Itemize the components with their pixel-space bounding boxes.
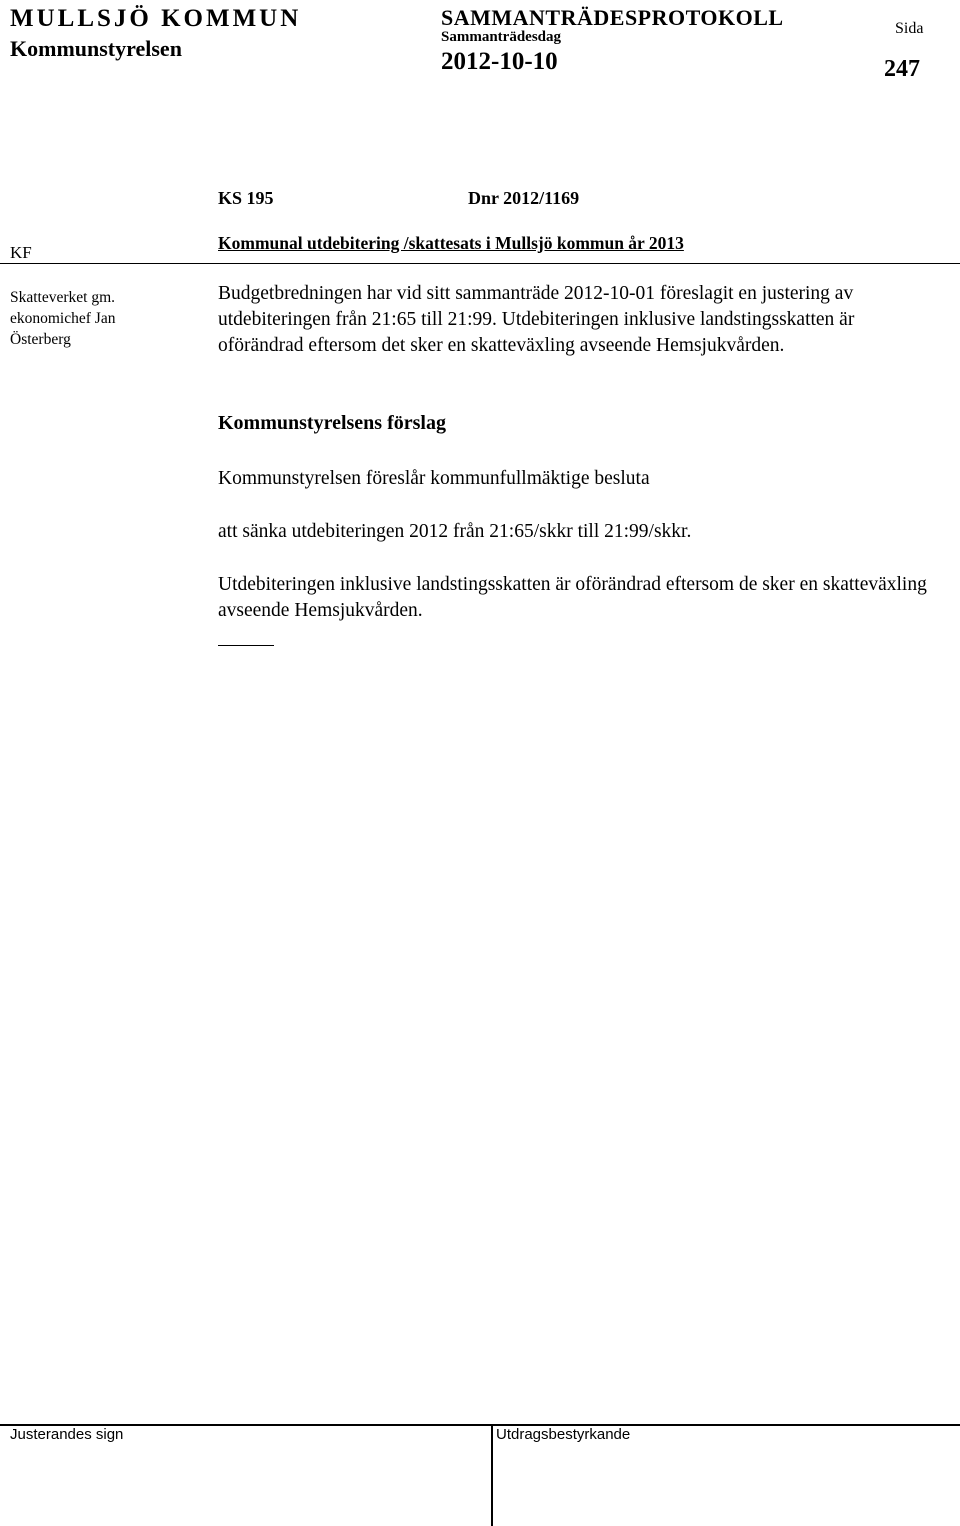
case-title: Kommunal utdebitering /skattesats i Mullsjö kommun år 2013 <box>218 233 684 253</box>
section-end-mark <box>218 645 274 646</box>
signature-label: Justerandes sign <box>10 1426 124 1443</box>
recipient-line: Skatteverket gm. <box>10 289 116 306</box>
forum-label: KF <box>10 243 32 262</box>
header-divider <box>0 263 960 264</box>
footer-divider <box>0 1424 960 1426</box>
recipient-line: Österberg <box>10 331 71 348</box>
certification-label: Utdragsbestyrkande <box>496 1426 631 1443</box>
municipality-name: MULLSJÖ KOMMUN <box>10 5 302 32</box>
recipients-list <box>10 287 190 350</box>
case-number: KS 195 <box>218 188 274 208</box>
document-type: SAMMANTRÄDESPROTOKOLL <box>441 5 784 30</box>
page-label: Sida <box>895 20 924 37</box>
diary-number: Dnr 2012/1169 <box>468 188 580 208</box>
footer-column-divider <box>491 1424 493 1526</box>
recipient-line: ekonomichef Jan <box>10 310 116 327</box>
proposal-note: Utdebiteringen inklusive landstingsskatten är oförändrad eftersom de sker en skatteväxling avseende Hemsjukvården. <box>218 574 927 621</box>
board-name: Kommunstyrelsen <box>10 36 182 61</box>
proposal-heading: Kommunstyrelsens förslag <box>218 412 446 434</box>
proposal-decision: att sänka utdebiteringen 2012 från 21:65/skkr till 21:99/skkr. <box>218 521 692 542</box>
meeting-date: 2012-10-10 <box>441 48 558 75</box>
meeting-date-label: Sammanträdesdag <box>441 29 562 45</box>
background-paragraph: Budgetbredningen har vid sitt sammanträde 2012-10-01 föreslagit en justering av utdebiteringen från 21:65 till 21:99. Utdebiteringen inklusive landstingsskatten är oförändrad eftersom det sker en skatteväxling avseende Hemsjukvården. <box>218 283 855 356</box>
page-number: 247 <box>884 56 920 82</box>
proposal-intro: Kommunstyrelsen föreslår kommunfullmäktige besluta <box>218 468 650 489</box>
